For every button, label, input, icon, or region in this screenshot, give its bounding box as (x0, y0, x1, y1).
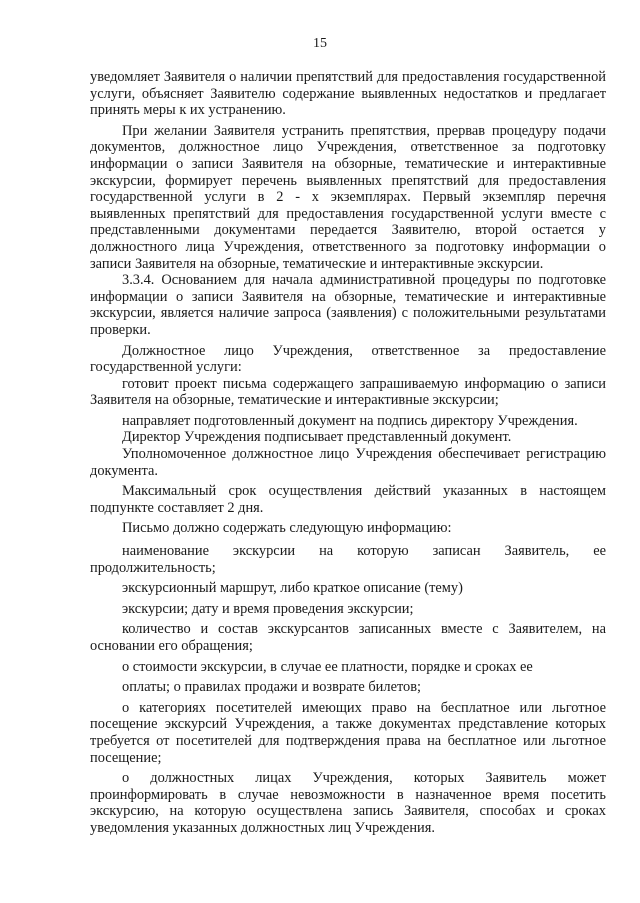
paragraph: Директор Учреждения подписывает представленный документ. (122, 429, 512, 446)
paragraph: экскурсионный маршрут, либо краткое описание (тему) (122, 580, 463, 597)
paragraph: о должностных лицах Учреждения, которых Заявитель может проинформировать в случае невозможности в назначенное время посетить экскурсию, на которую осуществлена запись Заявителя, способах и сроках уведомления указанных должностных лиц Учреждения. (90, 770, 606, 836)
paragraph: оплаты; о правилах продажи и возврате билетов; (122, 679, 422, 696)
paragraph: При желании Заявителя устранить препятствия, прервав процедуру подачи документов, должностное лицо Учреждения, ответственное за подготовку информации о записи Заявителя на обзорные, тематические и интерактивные экскурсии, формирует перечень выявленных препятствий для предоставления государственной услуги в 2 - х экземплярах. Первый экземпляр перечня выявленных препятствий для предоставления государственной услуги вместе с представленными документами передается Заявителю, второй остается у должностного лица Учреждения, ответственного за подготовку информации о записи Заявителя на обзорные, тематические и интерактивные экскурсии. (90, 122, 606, 272)
paragraph: экскурсии; дату и время проведения экскурсии; (122, 600, 414, 617)
paragraph: о стоимости экскурсии, в случае ее платности, порядке и сроках ее (122, 658, 533, 675)
paragraph: наименование экскурсии на которую записан Заявитель, ее продолжительность; (90, 543, 606, 576)
document-body (90, 69, 606, 837)
paragraph: уведомляет Заявителя о наличии препятствий для предоставления государственной услуги, объясняет Заявителю содержание выявленных недостатков и предлагает принять меры к их устранению. (90, 69, 606, 119)
paragraph: количество и состав экскурсантов записанных вместе с Заявителем, на основании его обращения; (90, 621, 606, 654)
paragraph: Письмо должно содержать следующую информацию: (122, 520, 452, 537)
paragraph: Должностное лицо Учреждения, ответственное за предоставление государственной услуги: (90, 342, 606, 376)
paragraph: 3.3.4. Основанием для начала административной процедуры по подготовке информации о записи Заявителя на обзорные, тематические и интерактивные экскурсии, является наличие запроса (заявления) с положительными результатами проверки. (90, 272, 606, 338)
paragraph: направляет подготовленный документ на подпись директору Учреждения. (122, 412, 578, 429)
paragraph: о категориях посетителей имеющих право на бесплатное или льготное посещение экскурсий Учреждения, а также документах представление которых требуется от посетителей для подтверждения права на бесплатное или льготное посещение; (90, 699, 606, 766)
page-number: 15 (313, 36, 327, 51)
paragraph: Уполномоченное должностное лицо Учреждения обеспечивает регистрацию документа. (90, 446, 606, 479)
paragraph: Максимальный срок осуществления действий указанных в настоящем подпункте составляет 2 дня. (90, 483, 606, 516)
paragraph: готовит проект письма содержащего запрашиваемую информацию о записи Заявителя на обзорные, тематические и интерактивные экскурсии; (90, 375, 606, 409)
